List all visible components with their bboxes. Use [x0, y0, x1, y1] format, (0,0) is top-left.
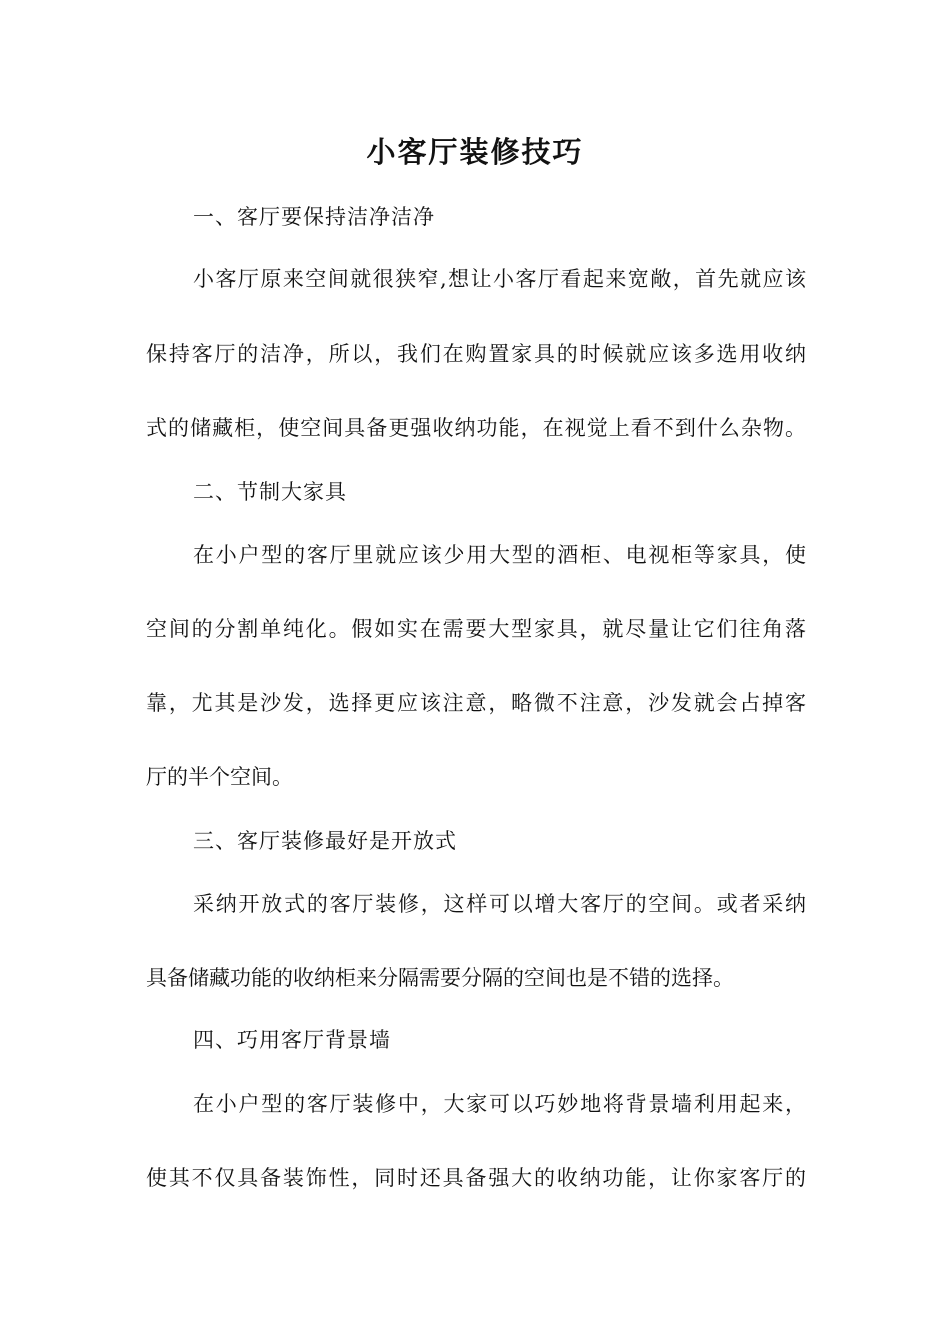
- paragraph-line: 采纳开放式的客厅装修，这样可以增大客厅的空间。或者采纳: [193, 892, 806, 916]
- section-heading: 二、节制大家具: [193, 480, 347, 504]
- paragraph-line: 保持客厅的洁净，所以，我们在购置家具的时候就应该多选用收纳: [146, 342, 806, 366]
- section-heading: 一、客厅要保持洁净洁净: [193, 205, 435, 229]
- paragraph-line: 靠，尤其是沙发，选择更应该注意，略微不注意，沙发就会占掉客: [146, 691, 806, 715]
- paragraph-line: 小客厅原来空间就很狭窄,想让小客厅看起来宽敞，首先就应该: [193, 267, 806, 291]
- paragraph-line: 具备储藏功能的收纳柜来分隔需要分隔的空间也是不错的选择。: [146, 966, 734, 990]
- paragraph-line: 厅的半个空间。: [146, 765, 293, 789]
- section-heading: 四、巧用客厅背景墙: [193, 1028, 391, 1052]
- paragraph-line: 在小户型的客厅装修中，大家可以巧妙地将背景墙利用起来，: [193, 1092, 806, 1116]
- paragraph-line: 式的储藏柜，使空间具备更强收纳功能，在视觉上看不到什么杂物。: [146, 416, 806, 440]
- section-heading: 三、客厅装修最好是开放式: [193, 829, 457, 853]
- document-title: 小客厅装修技巧: [366, 135, 584, 169]
- paragraph-line: 在小户型的客厅里就应该少用大型的酒柜、电视柜等家具，使: [193, 543, 806, 567]
- paragraph-line: 使其不仅具备装饰性，同时还具备强大的收纳功能，让你家客厅的: [146, 1166, 806, 1190]
- paragraph-line: 空间的分割单纯化。假如实在需要大型家具，就尽量让它们往角落: [146, 617, 806, 641]
